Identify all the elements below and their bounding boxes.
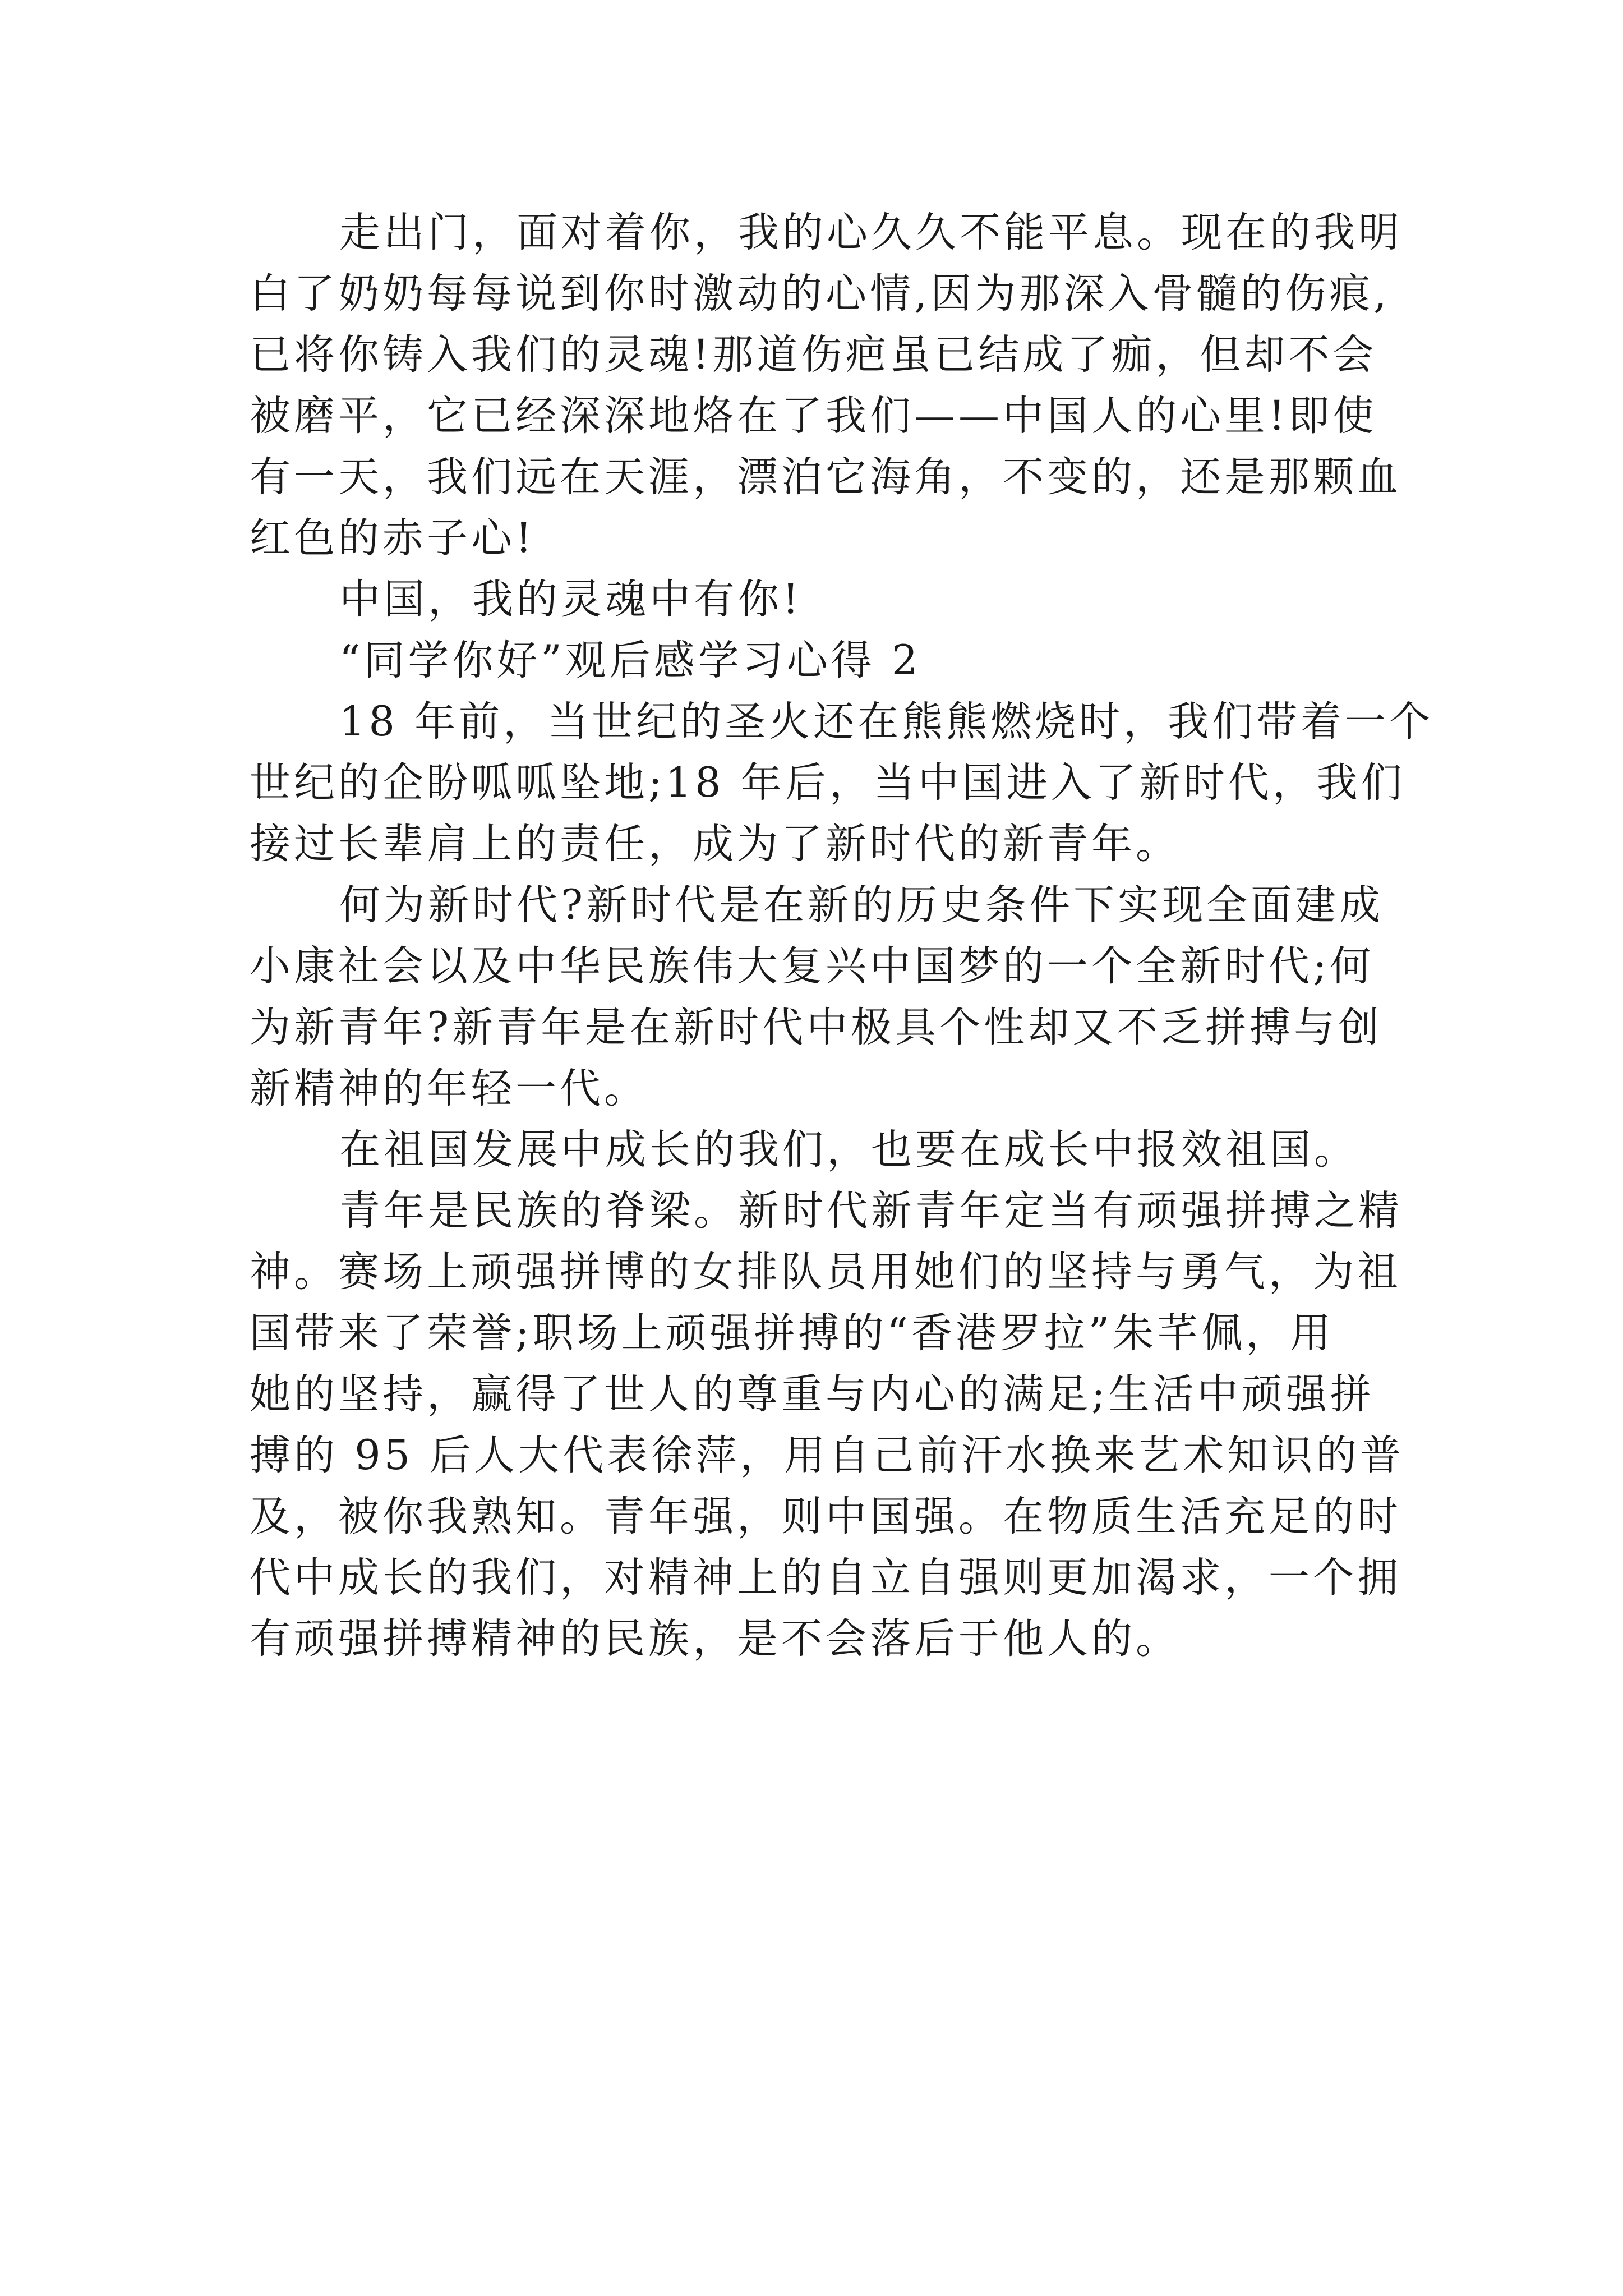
text-line: 小康社会以及中华民族伟大复兴中国梦的一个全新时代;何 [250, 942, 1375, 990]
text-line: 红色的赤子心! [250, 514, 536, 562]
text-line: 18 年前，当世纪的圣火还在熊熊燃烧时，我们带着一个 [339, 698, 1434, 746]
document-body [250, 202, 1434, 1669]
text-line: 在祖国发展中成长的我们，也要在成长中报效祖国。 [339, 1126, 1358, 1174]
text-line: 及，被你我熟知。青年强，则中国强。在物质生活充足的时 [250, 1493, 1401, 1540]
text-line: 走出门，面对着你，我的心久久不能平息。现在的我明 [339, 209, 1403, 256]
text-line: 接过长辈肩上的责任，成为了新时代的新青年。 [250, 820, 1180, 868]
section-heading: “同学你好”观后感学习心得 2 [339, 637, 921, 684]
text-line: 有一天，我们远在天涯，漂泊它海角，不变的，还是那颗血 [250, 453, 1401, 501]
text-line: 国带来了荣誉;职场上顽强拼搏的“香港罗拉”朱芊佩，用 [250, 1309, 1335, 1357]
text-line: 被磨平，它已经深深地烙在了我们——中国人的心里!即使 [250, 392, 1377, 440]
text-line: 中国，我的灵魂中有你! [339, 576, 803, 623]
text-line: 已将你铸入我们的灵魂!那道伤疤虽已结成了痂，但却不会 [250, 331, 1377, 379]
text-line: 为新青年?新青年是在新时代中极具个性却又不乏拼搏与创 [250, 1004, 1383, 1051]
text-line: 代中成长的我们，对精神上的自立自强则更加渴求，一个拥 [250, 1554, 1401, 1602]
text-line: 白了奶奶每每说到你时激动的心情,因为那深入骨髓的伤痕, [250, 270, 1390, 318]
text-line: 新精神的年轻一代。 [250, 1065, 648, 1112]
text-line: 搏的 95 后人大代表徐萍，用自己前汗水换来艺术知识的普 [250, 1432, 1405, 1479]
text-line: 世纪的企盼呱呱坠地;18 年后，当中国进入了新时代，我们 [250, 759, 1405, 807]
text-line: 神。赛场上顽强拼博的女排队员用她们的坚持与勇气，为祖 [250, 1248, 1401, 1296]
text-line: 青年是民族的脊梁。新时代新青年定当有顽强拼搏之精 [339, 1187, 1403, 1235]
text-line: 她的坚持，赢得了世人的尊重与内心的满足;生活中顽强拼 [250, 1370, 1375, 1418]
text-line: 有顽强拼搏精神的民族，是不会落后于他人的。 [250, 1615, 1180, 1663]
text-line: 何为新时代?新时代是在新的历史条件下实现全面建成 [339, 881, 1384, 929]
